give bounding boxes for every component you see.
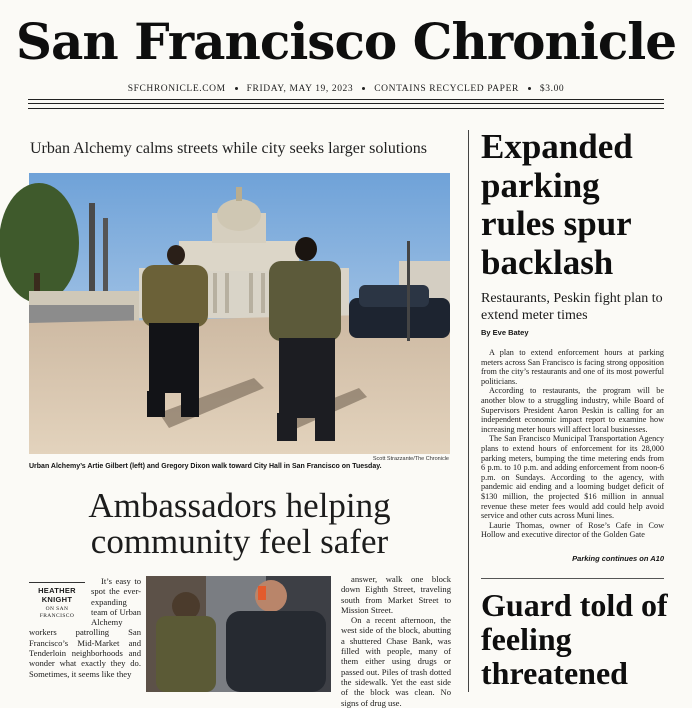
second-photo — [146, 576, 331, 692]
right-paragraph: Laurie Thomas, owner of Rose’s Cafe in Cow Hollow and executive director of the Golden Gate — [481, 520, 664, 540]
dot-separator-icon — [235, 87, 238, 90]
lead-kicker: Urban Alchemy calms streets while city seeks larger solutions — [30, 140, 427, 157]
right-byline: By Eve Batey — [481, 328, 529, 337]
lead-headline[interactable] — [29, 488, 450, 560]
lead-headline-line: Ambassadors helping — [88, 486, 391, 525]
photo-caption: Urban Alchemy’s Artie Gilbert (left) and Gregory Dixon walk toward City Hall in San Francisco on Tuesday. — [29, 463, 382, 470]
author-name: HEATHER KNIGHT — [38, 586, 76, 604]
masthead-rule — [28, 103, 664, 104]
right-paragraph: The San Francisco Municipal Transportation Agency plans to extend hours of enforcement for its 28,000 parking meters, bumping the time metering ends from 6 p.m. to 10 p.m. and adding enforcement from noon-6 p.m. on Sundays. According to the agency, with pandemic aid ending and a looming budget deficit of $130 million, the projected $16 million in annual revenue these meter fees would add could help avoid service and other cuts across Muni lines. — [481, 434, 664, 521]
jump-link[interactable]: Parking continues on A10 — [572, 554, 664, 563]
lead-column-3 — [341, 574, 451, 708]
lead-headline-line: community feel safer — [90, 522, 389, 561]
lead-column-1 — [29, 576, 141, 692]
lead-paragraph: It’s easy to spot the ever-expanding team of Urban Alchemy workers patrolling San Francisco’s Mid-Market and Tenderloin neighborhoods and wonder what exactly they do. Sometimes, it seems like they — [29, 576, 141, 679]
dot-separator-icon — [528, 87, 531, 90]
lead-paragraph: answer, walk one block down Eighth Street, traveling south from Market Street to Mission Street. — [341, 574, 451, 615]
dateline-note: CONTAINS RECYCLED PAPER — [374, 84, 519, 94]
right-deck: Restaurants, Peskin fight plan to extend meter times — [481, 291, 663, 323]
dateline — [0, 84, 692, 94]
lead-paragraph: On a recent afternoon, the west side of the block, abutting a shuttered Chase Bank, was filled with people, many of them either using drugs or passed out. Piles of trash dotted the sidewalk. Yet the east side of the block was clean. No signs of drug use. — [341, 615, 451, 708]
masthead-rule — [28, 99, 664, 100]
dateline-date: FRIDAY, MAY 19, 2023 — [246, 84, 354, 94]
masthead-title: San Francisco Chronicle — [15, 12, 677, 71]
dateline-site: SFCHRONICLE.COM — [127, 84, 226, 94]
dateline-price: $3.00 — [539, 84, 565, 94]
right-article-body — [481, 348, 664, 562]
lead-photo — [29, 173, 450, 454]
photo-credit: Scott Strazzante/The Chronicle — [372, 456, 449, 462]
author-org: ON SAN FRANCISCO — [39, 606, 75, 619]
right-headline[interactable]: Expanded parking rules spur backlash — [481, 127, 633, 282]
second-right-headline[interactable]: Guard told of feeling threatened — [481, 587, 668, 691]
story-divider — [481, 578, 664, 579]
right-paragraph: A plan to extend enforcement hours at parking meters across San Francisco is facing strong opposition from the city’s restaurants and one of its most powerful politicians. — [481, 348, 664, 386]
city-hall-photo-illustration — [29, 173, 450, 454]
author-box — [29, 582, 85, 620]
masthead-rule — [28, 108, 664, 109]
right-paragraph: According to restaurants, the program will be another blow to a struggling industry, while Board of Supervisors President Aaron Peskin is calling for an independent economic impact report to examine how increasing meter hours will affect local businesses. — [481, 386, 664, 434]
dot-separator-icon — [362, 87, 365, 90]
ambassador-photo-illustration — [146, 576, 331, 692]
column-divider — [468, 130, 469, 692]
